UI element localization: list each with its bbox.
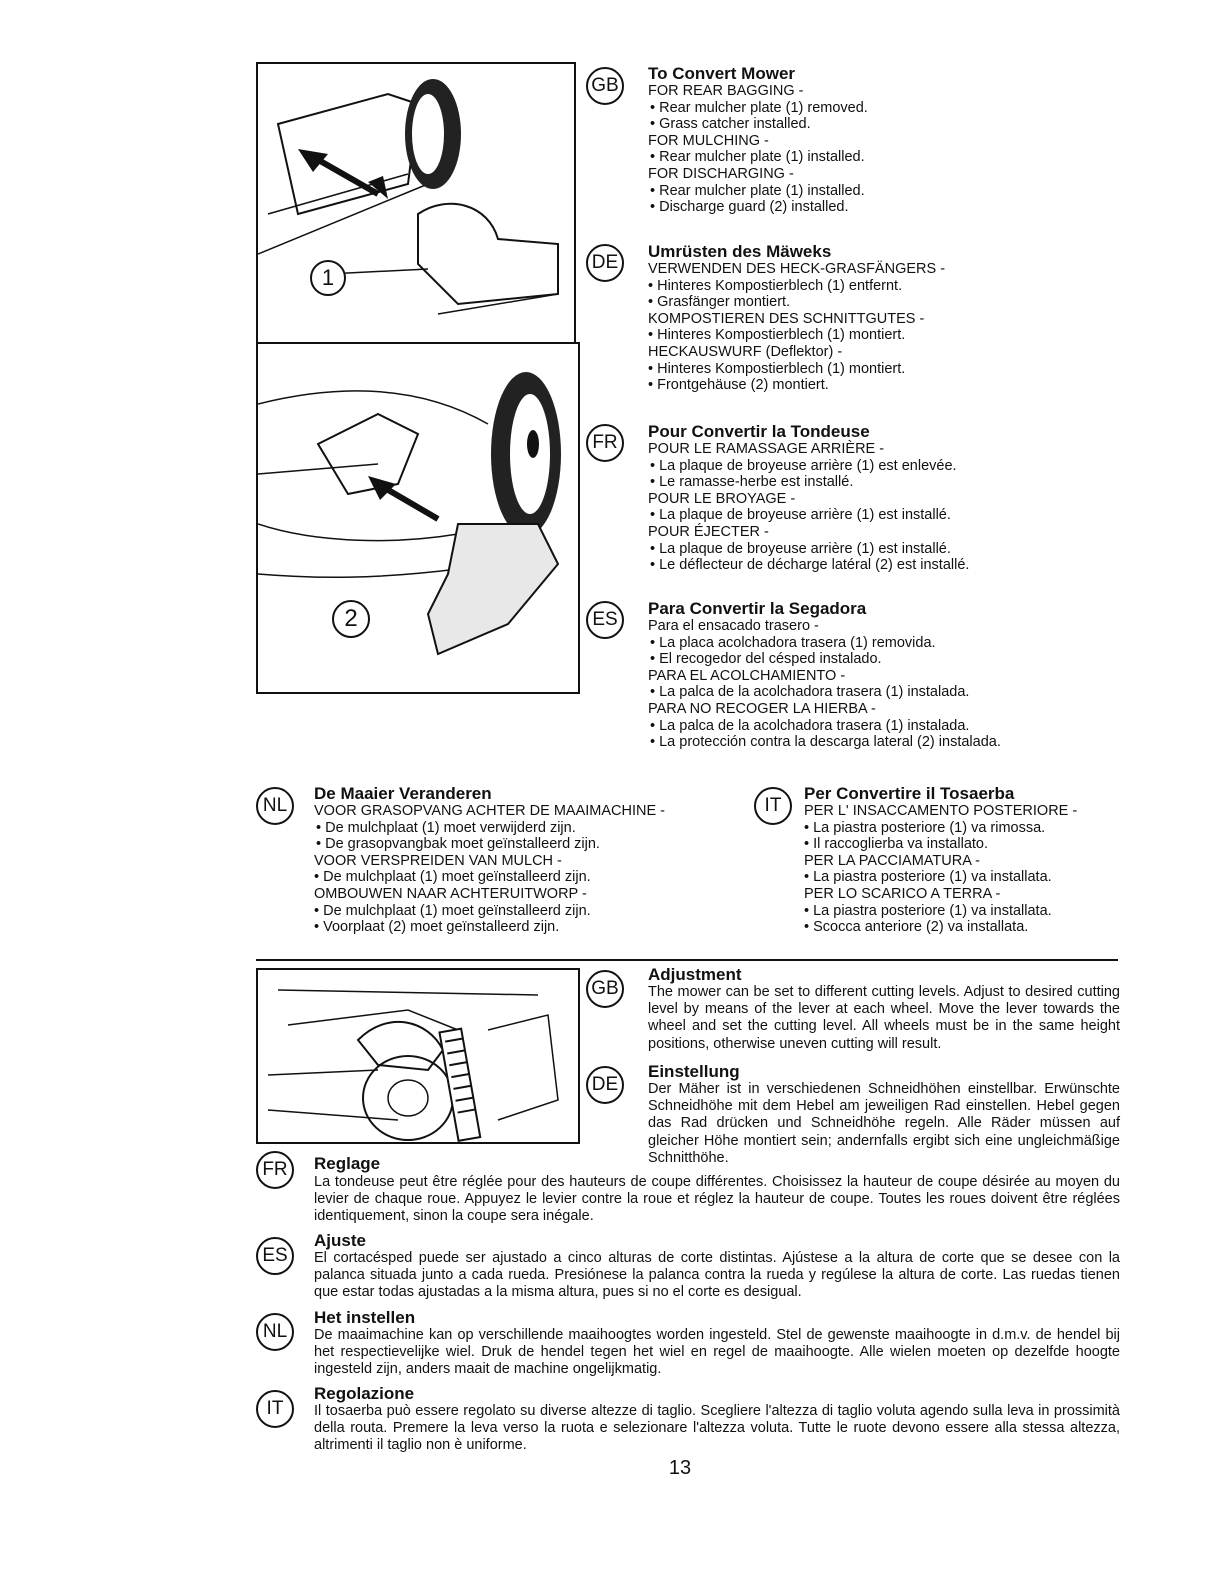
lang-badge-gb: GB xyxy=(586,67,624,105)
adjust-section-it xyxy=(314,1385,1120,1455)
section-title: Adjustment xyxy=(648,965,742,984)
lang-badge-es-adjust: ES xyxy=(256,1237,294,1275)
convert-section-it: Per Convertire il Tosaerba PER L' INSACCAMENTO POSTERIORE - • La piastra posteriore (1) va rimossa. • Il raccoglierba va installato. PER LA PACCIAMATURA - • La piastra posteriore (1) va installata. PER LO SCARICO A TERRA - • La piastra posteriore (1) va installata. • Scocca anteriore (2) va installata. xyxy=(804,784,1114,936)
callout-2: 2 xyxy=(332,600,370,638)
lang-badge-nl-adjust: NL xyxy=(256,1313,294,1351)
section-body: La tondeuse peut être réglée pour des hauteurs de coupe différentes. Choisissez la hauteur de coupe désirée au moyen du levier de chaque roue. Appuyez le levier contre la roue et réglez la hauteur de coupe. Toutes les roues doivent être réglées identiquement, sinon la coupe sera inégale. xyxy=(314,1174,1120,1225)
lang-badge-gb-adjust: GB xyxy=(586,970,624,1008)
lang-badge-nl: NL xyxy=(256,787,294,825)
section-title: Ajuste xyxy=(314,1231,366,1250)
lang-badge-de-adjust: DE xyxy=(586,1066,624,1104)
section-title: Umrüsten des Mäweks xyxy=(648,242,832,261)
wheel-lever-illustration xyxy=(258,970,578,1142)
adjust-section-es xyxy=(314,1232,1120,1302)
convert-section-de: Umrüsten des Mäweks VERWENDEN DES HECK-GRASFÄNGERS - • Hinteres Kompostierblech (1) entfernt. • Grasfänger montiert. KOMPOSTIEREN DES SCHNITTGUTES - • Hinteres Kompostierblech (1) montiert. HECKAUSWURF (Deflektor) - • Hinteres Kompostierblech (1) montiert. • Frontgehäuse (2) montiert. xyxy=(648,242,1088,394)
lang-badge-it: IT xyxy=(754,787,792,825)
mower-side-illustration xyxy=(258,344,578,692)
convert-section-fr: Pour Convertir la Tondeuse POUR LE RAMASSAGE ARRIÈRE - • La plaque de broyeuse arrière (1) est enlevée. • Le ramasse-herbe est installé. POUR LE BROYAGE - • La plaque de broyeuse arrière (1) est installé. POUR ÉJECTER - • La plaque de broyeuse arrière (1) est installé. • Le déflecteur de décharge latéral (2) est installé. xyxy=(648,422,1088,574)
adjust-section-gb xyxy=(648,966,1120,1053)
lang-badge-es: ES xyxy=(586,601,624,639)
convert-section-es: Para Convertir la Segadora Para el ensacado trasero - • La placa acolchadora trasera (1) removida. • El recogedor del césped instalado. PARA EL ACOLCHAMIENTO - • La palca de la acolchadora trasera (1) instalada. PARA NO RECOGER LA HIERBA - • La palca de la acolchadora trasera (1) instalada. • La protección contra la descarga lateral (2) instalada. xyxy=(648,599,1088,751)
lang-badge-de: DE xyxy=(586,244,624,282)
callout-1: 1 xyxy=(310,260,346,296)
page-number: 13 xyxy=(668,1457,692,1479)
section-body: El cortacésped puede ser ajustado a cinco alturas de corte distintas. Ajústese a la altura de corte que se desee con la palanca situada junto a cada rueda. Presiónese la palanca contra la rueda y regúlese la altura de corte. Las ruedas tienen que estar todas ajustadas a la misma altura, pues si no el corte es desigual. xyxy=(314,1250,1120,1301)
section-title: To Convert Mower xyxy=(648,64,796,83)
section-title: Reglage xyxy=(314,1154,381,1173)
convert-section-gb: To Convert Mower FOR REAR BAGGING - • Rear mulcher plate (1) removed. • Grass catcher installed. FOR MULCHING - • Rear mulcher plate (1) installed. FOR DISCHARGING - • Rear mulcher plate (1) installed. • Discharge guard (2) installed. xyxy=(648,64,1088,216)
section-title: Het instellen xyxy=(314,1308,416,1327)
mower-rear-illustration xyxy=(258,64,574,348)
adjust-section-de xyxy=(648,1063,1120,1167)
figure-discharge-guard xyxy=(256,342,580,694)
section-title: Per Convertire il Tosaerba xyxy=(804,784,1015,803)
section-title: Para Convertir la Segadora xyxy=(648,599,867,618)
figure-height-adjust xyxy=(256,968,580,1144)
section-body: The mower can be set to different cutting levels. Adjust to desired cutting level by means of the lever at each wheel. Move the lever towards the wheel and set the cutting level. All wheels must be in the same height positions, otherwise uneven cutting will result. xyxy=(648,984,1120,1052)
section-title: Regolazione xyxy=(314,1384,415,1403)
adjust-section-fr-body xyxy=(314,1174,1120,1226)
section-title: Einstellung xyxy=(648,1062,740,1081)
section-title: Pour Convertir la Tondeuse xyxy=(648,422,870,441)
section-body: Il tosaerba può essere regolato su diverse altezze di taglio. Scegliere l'altezza di taglio voluta agendo sulla leva in prossimità della routa. Premere la leva verso la ruota e selezionare l'altezza voluta. Tutte le ruote devono essere alla stessa altezza, altrimenti il taglio non è uniforme. xyxy=(314,1403,1120,1454)
figure-rear-mulcher-plate xyxy=(256,62,576,350)
section-divider xyxy=(256,959,1118,961)
convert-section-nl: De Maaier Veranderen VOOR GRASOPVANG ACHTER DE MAAIMACHINE - • De mulchplaat (1) moet verwijderd zijn. • De grasopvangbak moet geïnstalleerd zijn. VOOR VERSPREIDEN VAN MULCH - • De mulchplaat (1) moet geïnstalleerd zijn. OMBOUWEN NAAR ACHTERUITWORP - • De mulchplaat (1) moet geïnstalleerd zijn. • Voorplaat (2) moet geïnstalleerd zijn. xyxy=(314,784,754,936)
lang-badge-fr: FR xyxy=(586,424,624,462)
section-body: Der Mäher ist in verschiedenen Schneidhöhen einstellbar. Erwünschte Schneidhöhe mit dem Hebel am jeweiligen Rad einstellen. Hebel gegen das Rad drücken und Schneidhöhe regeln. Alle Räder müssen auf gleicher Höhe montiert sein; andernfalls ergibt sich eine ungleichmäßige Schnitthöhe. xyxy=(648,1081,1120,1166)
adjust-section-nl xyxy=(314,1309,1120,1379)
section-body: De maaimachine kan op verschillende maaihoogtes worden ingesteld. Stel de gewenste maaihoogte in d.m.v. de hendel bij het respectievelijke wiel. Druk de hendel tegen het wiel en regel de maaihoogte. Alle wielen moeten op dezelfde hoogte ingesteld zijn, anders maait de machine ongelijkmatig. xyxy=(314,1327,1120,1378)
lang-badge-it-adjust: IT xyxy=(256,1390,294,1428)
lang-badge-fr-adjust: FR xyxy=(256,1151,294,1189)
adjust-section-fr xyxy=(314,1155,1120,1173)
section-title: De Maaier Veranderen xyxy=(314,784,492,803)
